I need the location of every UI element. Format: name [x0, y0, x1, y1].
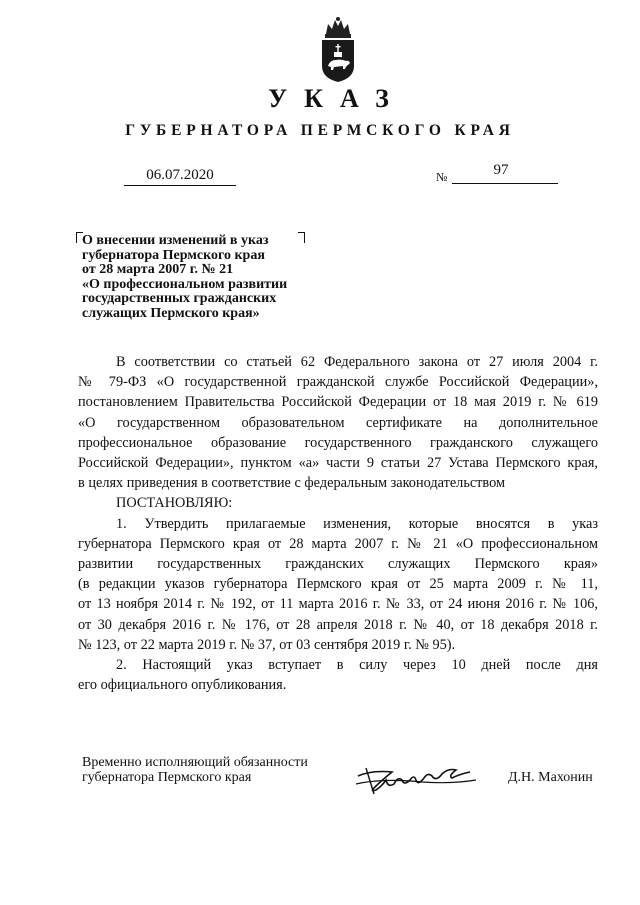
- perm-krai-coat-of-arms-icon: [318, 14, 358, 84]
- document-subtitle: ГУБЕРНАТОРА ПЕРМСКОГО КРАЯ: [125, 122, 515, 139]
- body-line: № 123, от 22 марта 2019 г. № 37, от 03 сентября 2019 г. № 95).: [78, 636, 456, 653]
- subject-line: служащих Пермского края»: [82, 305, 260, 321]
- document-subject: [82, 234, 322, 322]
- body-line: развитии государственных гражданских служащих Пермского края»: [78, 556, 598, 573]
- subject-line: от 28 марта 2007 г. № 21: [82, 262, 234, 278]
- decree-keyword: ПОСТАНОВЛЯЮ:: [116, 495, 233, 512]
- document-number: 97: [493, 162, 509, 178]
- body-line: (в редакции указов губернатора Пермского края от 25 марта 2009 г. № 11,: [78, 576, 598, 593]
- body-line: Российской Федерации», пунктом «а» части 9 статьи 27 Устава Пермского края,: [78, 455, 598, 472]
- document-number-field: [452, 162, 558, 184]
- body-line: № 79-ФЗ «О государственной гражданской службе Российской Федерации»,: [78, 374, 598, 391]
- document-date-field: [124, 166, 236, 186]
- body-line: В соответствии со статьей 62 Федерального закона от 27 июля 2004 г.: [116, 354, 598, 370]
- body-line: его официального опубликования.: [78, 677, 287, 694]
- subject-line: губернатора Пермского края: [82, 247, 265, 263]
- signatory-position: [82, 756, 308, 785]
- number-sign: №: [436, 170, 448, 184]
- signatory-position-line: губернатора Пермского края: [82, 769, 252, 785]
- subject-line: «О профессиональном развитии: [82, 276, 288, 292]
- signatory-name: Д.Н. Махонин: [508, 770, 593, 785]
- body-line: губернатора Пермского края от 28 марта 2007 г. № 21 «О профессиональном: [78, 535, 598, 552]
- document-body: [78, 352, 598, 695]
- signatory-position-line: Временно исполняющий обязанности: [82, 755, 308, 770]
- body-line: «О государственном образовательном сертификате на дополнительное: [78, 414, 598, 431]
- body-line: профессиональное образование государственного гражданского служащего: [78, 434, 598, 451]
- handwritten-signature: [352, 758, 482, 802]
- body-line: постановлением Правительства Российской Федерации от 18 мая 2019 г. № 619: [78, 394, 598, 411]
- document-title: УКАЗ: [268, 84, 406, 113]
- document-date: 06.07.2020: [146, 167, 214, 183]
- body-line: 1. Утвердить прилагаемые изменения, которые вносятся в указ: [116, 515, 598, 532]
- body-line: 2. Настоящий указ вступает в силу через 10 дней после дня: [116, 657, 598, 674]
- body-line: в целях приведения в соответствие с федеральным законодательством: [78, 475, 506, 492]
- subject-line: О внесении изменений в указ: [82, 233, 269, 248]
- body-line: от 13 ноября 2014 г. № 192, от 11 марта 2016 г. № 33, от 24 июня 2016 г. № 106,: [78, 596, 598, 613]
- body-line: от 30 декабря 2016 г. № 176, от 28 апреля 2018 г. № 40, от 18 декабря 2018 г.: [78, 616, 598, 633]
- subject-line: государственных гражданских: [82, 291, 277, 307]
